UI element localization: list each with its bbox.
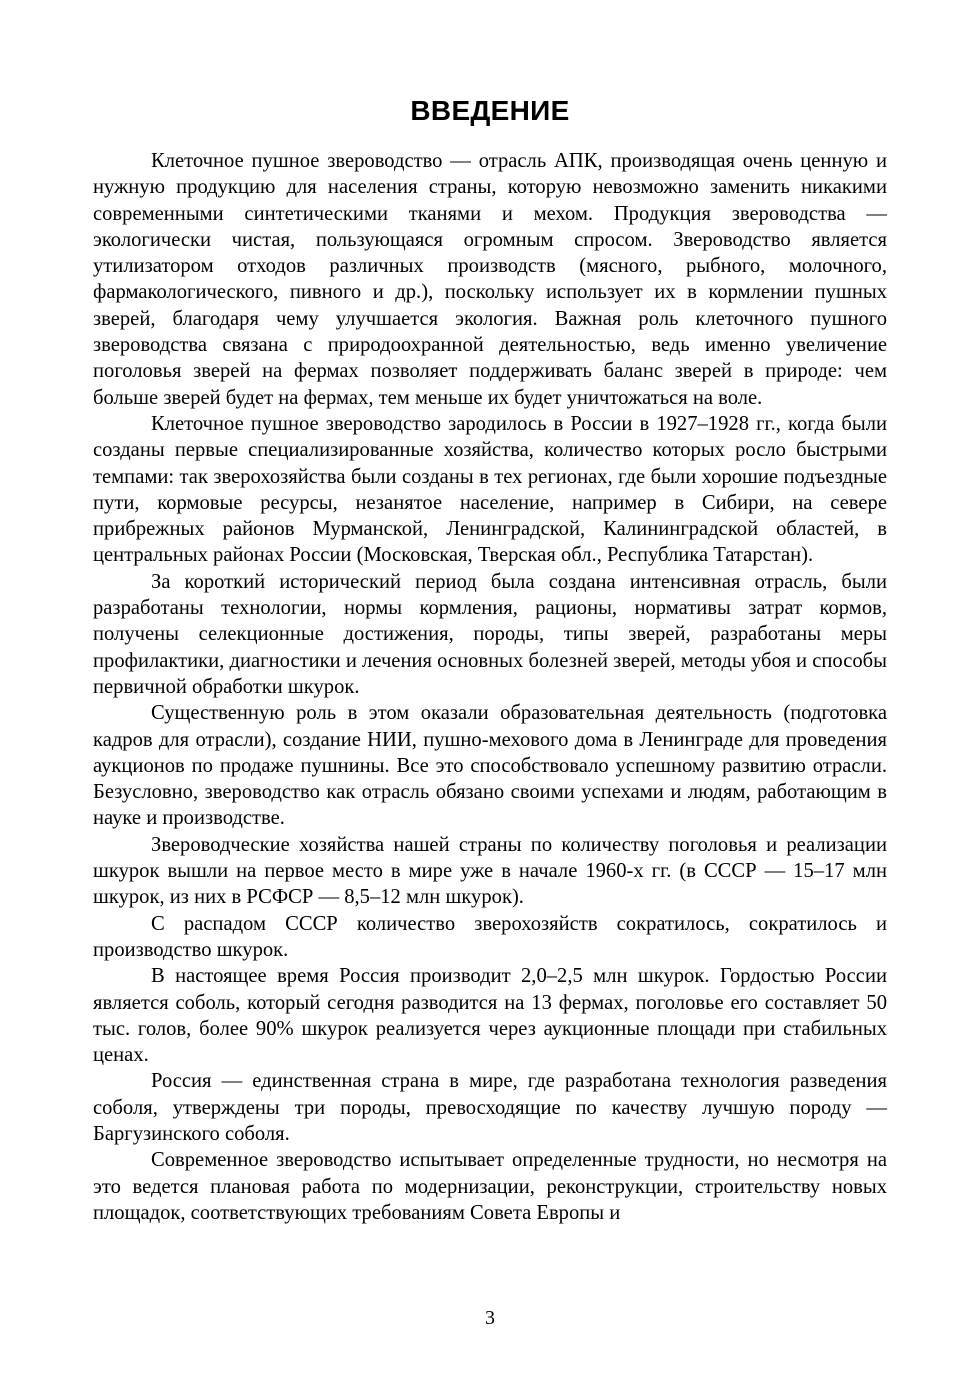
paragraph-3: За короткий исторический период была создана интенсивная отрасль, были разработаны технологии, нормы кормления, рационы, нормативы затрат кормов, получены селекционные достижения, породы, типы зверей, разработаны меры профилактики, диагностики и лечения основных болезней зверей, методы убоя и способы первичной обработки шкурок. <box>93 570 887 698</box>
paragraph-9: Современное звероводство испытывает определенные трудности, но несмотря на это ведется плановая работа по модернизации, реконструкции, строительству новых площадок, соответствующих требованиям Совета Европы и <box>93 1149 887 1224</box>
page-number: 3 <box>485 1307 495 1329</box>
paragraph-2: Клеточное пушное звероводство зародилось в России в 1927–1928 гг., когда были созданы первые специализированные хозяйства, количество которых росло быстрыми темпами: так зверохозяйства были созданы в тех регионах, где были хорошие подъездные пути, кормовые ресурсы, незанятое население, например в Сибири, на севере прибрежных районов Мурманской, Ленинградской, Калининградской областей, в центральных районах России (Московская, Тверская обл., Республика Татарстан). <box>93 412 887 567</box>
paragraph-5: Звероводческие хозяйства нашей страны по количеству поголовья и реализации шкурок вышли на первое место в мире уже в начале 1960-х гг. (в СССР — 15–17 млн шкурок, из них в РСФСР — 8,5–12 млн шкурок). <box>93 833 887 909</box>
document-page <box>93 0 887 1386</box>
paragraph-8: Россия — единственная страна в мире, где разработана технология разведения соболя, утверждены три породы, превосходящие по качеству лучшую породу — Баргузинского соболя. <box>93 1070 887 1145</box>
body-text <box>93 148 887 1226</box>
paragraph-1: Клеточное пушное звероводство — отрасль АПК, производящая очень ценную и нужную продукцию для населения страны, которую невозможно заменить никакими современными синтетическими тканями и мехом. Продукция звероводства — экологически чистая, пользующаяся огромным спросом. Звероводство является утилизатором отходов различных производств (мясного, рыбного, молочного, фармакологического, пивного и др.), поскольку использует их в кормлении пушных зверей, благодаря чему улучшается экология. Важная роль клеточного пушного звероводства связана с природоохранной деятельностью, ведь именно увеличение поголовья зверей на фермах позволяет поддерживать баланс зверей в природе: чем больше зверей будет на фермах, тем меньше их будет уничтожаться на воле. <box>93 150 887 409</box>
paragraph-4: Существенную роль в этом оказали образовательная деятельность (подготовка кадров для отрасли), создание НИИ, пушно-мехового дома в Ленинграде для проведения аукционов по продаже пушнины. Все это способствовало успешному развитию отрасли. Безусловно, звероводство как отрасль обязано своими успехами и людям, работающим в науке и производстве. <box>93 702 887 830</box>
paragraph-7: В настоящее время Россия производит 2,0–2,5 млн шкурок. Гордостью России является соболь, который сегодня разводится на 13 фермах, поголовье его составляет 50 тыс. голов, более 90% шкурок реализуется через аукционные площади при стабильных ценах. <box>93 965 887 1067</box>
paragraph-6: С распадом СССР количество зверохозяйств сократилось, сократилось и производство шкурок. <box>93 912 887 961</box>
page-title: ВВЕДЕНИЕ <box>410 95 570 126</box>
